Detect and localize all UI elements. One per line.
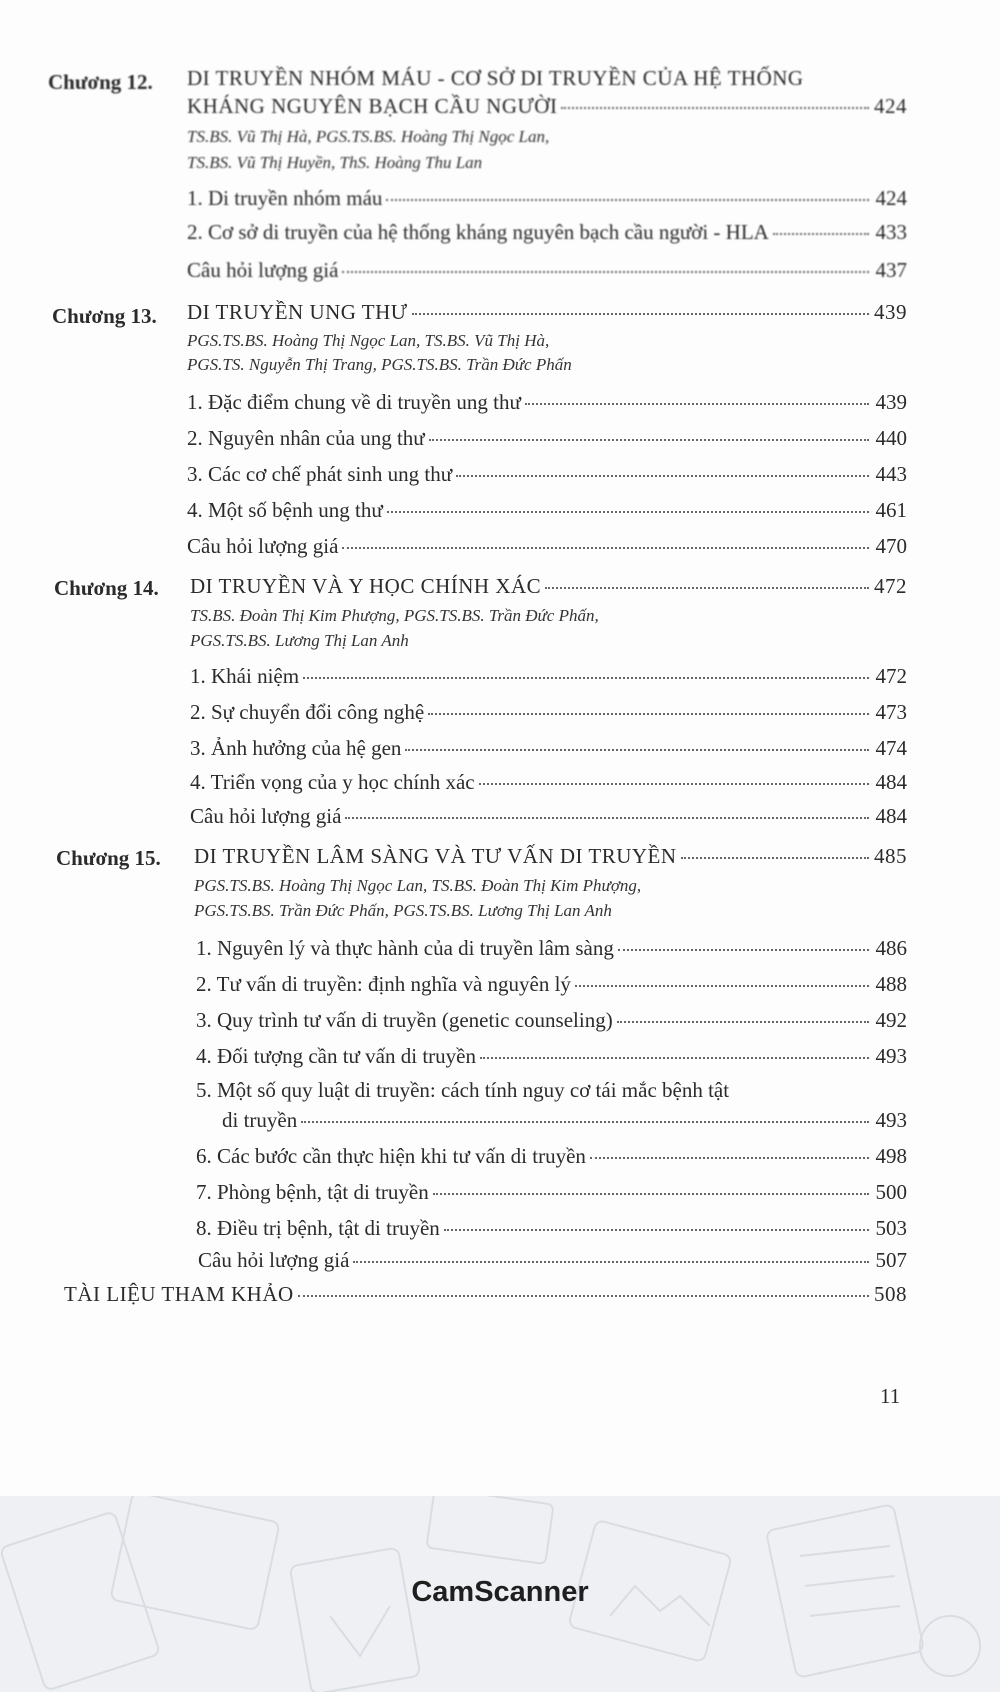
chapter-14-page: 472 xyxy=(874,574,907,598)
chapter-13-authors-2: PGS.TS. Nguyễn Thị Trang, PGS.TS.BS. Trần Đức Phấn xyxy=(187,355,572,374)
toc-entry[interactable]: 2. Nguyên nhân của ung thư 440 xyxy=(187,426,907,450)
scanner-footer xyxy=(0,1496,1000,1692)
toc-entry[interactable]: 6. Các bước cần thực hiện khi tư vấn di truyền 498 xyxy=(196,1144,907,1168)
toc-entry[interactable]: 1. Đặc điểm chung về di truyền ung thư 439 xyxy=(187,390,907,414)
toc-entry[interactable]: 3. Quy trình tư vấn di truyền (genetic counseling) 492 xyxy=(196,1008,907,1032)
toc-entry[interactable]: 1. Nguyên lý và thực hành của di truyền lâm sàng 486 xyxy=(196,936,907,960)
toc-entry-continuation[interactable]: di truyền 493 xyxy=(222,1108,907,1132)
leader-dots xyxy=(681,857,869,859)
chapter-15-page: 485 xyxy=(874,844,907,868)
page-number: 11 xyxy=(880,1384,901,1408)
leader-dots xyxy=(412,313,869,315)
chapter-12-title-line-2: KHÁNG NGUYÊN BẠCH CẦU NGƯỜI 424 xyxy=(187,94,907,118)
chapter-15-authors-1: PGS.TS.BS. Hoàng Thị Ngọc Lan, TS.BS. Đoàn Thị Kim Phượng, xyxy=(194,876,642,895)
toc-entry[interactable]: 8. Điều trị bệnh, tật di truyền 503 xyxy=(196,1216,907,1240)
chapter-13-authors-1: PGS.TS.BS. Hoàng Thị Ngọc Lan, TS.BS. Vũ Thị Hà, xyxy=(187,331,550,350)
chapter-14-title[interactable]: DI TRUYỀN VÀ Y HỌC CHÍNH XÁC 472 xyxy=(190,574,907,598)
chapter-15-authors-2: PGS.TS.BS. Trần Đức Phấn, PGS.TS.BS. Lương Thị Lan Anh xyxy=(194,901,612,920)
chapter-14-authors-1: TS.BS. Đoàn Thị Kim Phượng, PGS.TS.BS. Trần Đức Phấn, xyxy=(190,606,599,625)
chapter-13-page: 439 xyxy=(874,300,907,324)
toc-entry[interactable]: Câu hỏi lượng giá 470 xyxy=(187,534,907,558)
toc-entry[interactable]: 1. Khái niệm 472 xyxy=(190,664,907,688)
chapter-12-title-line-1: DI TRUYỀN NHÓM MÁU - CƠ SỞ DI TRUYỀN CỦA HỆ THỐNG xyxy=(187,66,804,90)
toc-entry[interactable]: 1. Di truyền nhóm máu 424 xyxy=(187,186,907,210)
chapter-14-authors-2: PGS.TS.BS. Lương Thị Lan Anh xyxy=(190,631,409,650)
toc-entry[interactable]: 7. Phòng bệnh, tật di truyền 500 xyxy=(196,1180,907,1204)
toc-entry[interactable]: 3. Ảnh hưởng của hệ gen 474 xyxy=(190,736,907,760)
chapter-12-label: Chương 12. xyxy=(48,70,153,94)
leader-dots xyxy=(561,107,869,109)
toc-entry[interactable]: 2. Sự chuyển đổi công nghệ 473 xyxy=(190,700,907,724)
toc-entry[interactable]: 3. Các cơ chế phát sinh ung thư 443 xyxy=(187,462,907,486)
toc-entry[interactable]: 2. Cơ sở di truyền của hệ thống kháng nguyên bạch cầu người - HLA 433 xyxy=(187,220,907,244)
toc-entry[interactable]: Câu hỏi lượng giá 437 xyxy=(187,258,907,282)
chapter-14-label: Chương 14. xyxy=(54,576,159,600)
chapter-12-authors-2: TS.BS. Vũ Thị Huyền, ThS. Hoàng Thu Lan xyxy=(187,153,483,172)
toc-entry[interactable]: 5. Một số quy luật di truyền: cách tính nguy cơ tái mắc bệnh tật xyxy=(196,1078,730,1102)
leader-dots xyxy=(545,587,869,589)
toc-entry[interactable]: 4. Triển vọng của y học chính xác 484 xyxy=(190,770,907,794)
toc-entry[interactable]: Câu hỏi lượng giá 507 xyxy=(198,1248,907,1272)
chapter-15-label: Chương 15. xyxy=(56,846,161,870)
chapter-12-page: 424 xyxy=(874,94,907,118)
toc-entry[interactable]: 4. Một số bệnh ung thư 461 xyxy=(187,498,907,522)
chapter-12-authors-1: TS.BS. Vũ Thị Hà, PGS.TS.BS. Hoàng Thị Ngọc Lan, xyxy=(187,127,550,146)
toc-entry[interactable]: 2. Tư vấn di truyền: định nghĩa và nguyên lý 488 xyxy=(196,972,907,996)
chapter-13-title[interactable]: DI TRUYỀN UNG THƯ 439 xyxy=(187,300,907,324)
chapter-13-label: Chương 13. xyxy=(52,304,157,328)
references-entry[interactable]: TÀI LIỆU THAM KHẢO 508 xyxy=(64,1282,907,1306)
toc-entry[interactable]: Câu hỏi lượng giá 484 xyxy=(190,804,907,828)
camscanner-watermark: CamScanner xyxy=(411,1576,589,1608)
chapter-15-title[interactable]: DI TRUYỀN LÂM SÀNG VÀ TƯ VẤN DI TRUYỀN 485 xyxy=(194,844,907,868)
toc-entry[interactable]: 4. Đối tượng cần tư vấn di truyền 493 xyxy=(196,1044,907,1068)
